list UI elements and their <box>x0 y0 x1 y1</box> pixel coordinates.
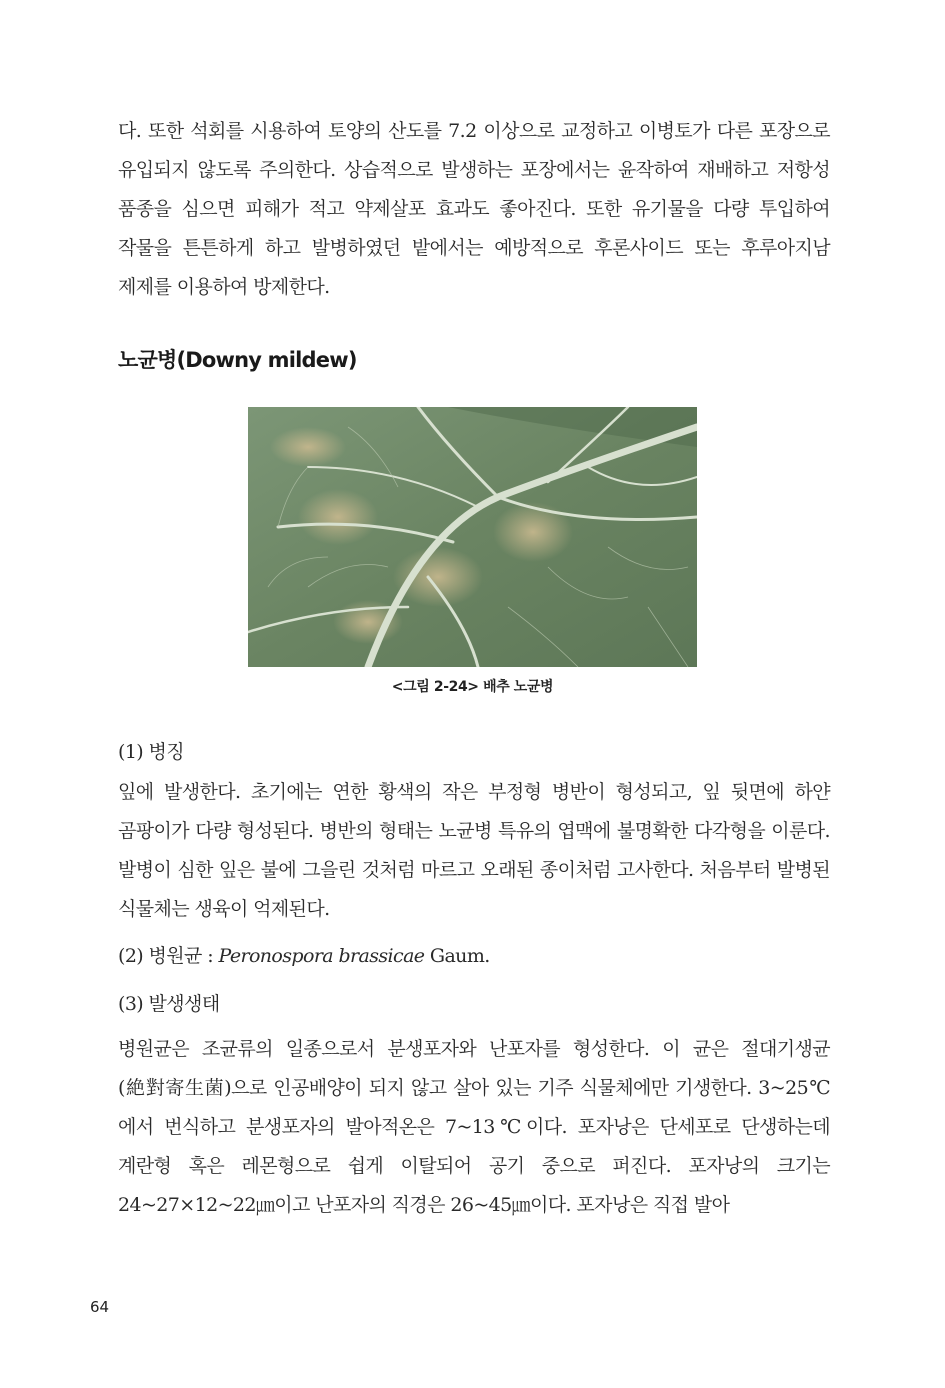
page-number: 64 <box>90 1298 110 1316</box>
pathogen-line <box>118 937 490 976</box>
figure-caption: <그림 2-24> 배추 노균병 <box>391 679 554 695</box>
intro-paragraph: 다. 또한 석회를 시용하여 토양의 산도를 7.2 이상으로 교정하고 이병토가 다른 포장으로 유입되지 않도록 주의한다. 상습적으로 발생하는 포장에서는 윤작하여 재배하고 저항성 품종을 심으면 피해가 적고 약제살포 효과도 좋아진다. 또한 유기물을 다량 투입하여 작물을 튼튼하게 하고 발병하였던 밭에서는 예방적으로 후론사이드 또는 후루아지남 제제를 이용하여 방제한다. <box>118 120 830 298</box>
section-heading: 노균병(Downy mildew) <box>118 348 357 372</box>
pathogen-label: (2) 병원균 : <box>118 945 219 967</box>
symptoms-paragraph: 잎에 발생한다. 초기에는 연한 황색의 작은 부정형 병반이 형성되고, 잎 뒷면에 하얀 곰팡이가 다량 형성된다. 병반의 형태는 노균병 특유의 엽맥에 불명확한 다각형을 이룬다. 발병이 심한 잎은 불에 그을린 것처럼 마르고 오래된 종이처럼 고사한다. 처음부터 발병된 식물체는 생육이 억제된다. <box>118 781 830 920</box>
symptoms-heading: (1) 병징 <box>118 741 185 763</box>
ecology-heading: (3) 발생생태 <box>118 993 220 1015</box>
ecology-paragraph: 병원균은 조균류의 일종으로서 분생포자와 난포자를 형성한다. 이 균은 절대기생균(絶對寄生菌)으로 인공배양이 되지 않고 살아 있는 기주 식물체에만 기생한다. 3~25℃에서 번식하고 분생포자의 발아적온은 7~13℃이다. 포자낭은 단세포로 단생하는데 계란형 혹은 레몬형으로 쉽게 이탈되어 공기 중으로 퍼진다. 포자낭의 크기는 24~27×12~22㎛이고 난포자의 직경은 26~45㎛이다. 포자낭은 직접 발아 <box>118 1038 830 1216</box>
cabbage-downy-mildew-photo <box>248 407 697 667</box>
pathogen-scientific-name: Peronospora brassicae <box>218 945 425 967</box>
pathogen-author: Gaum. <box>424 945 490 967</box>
